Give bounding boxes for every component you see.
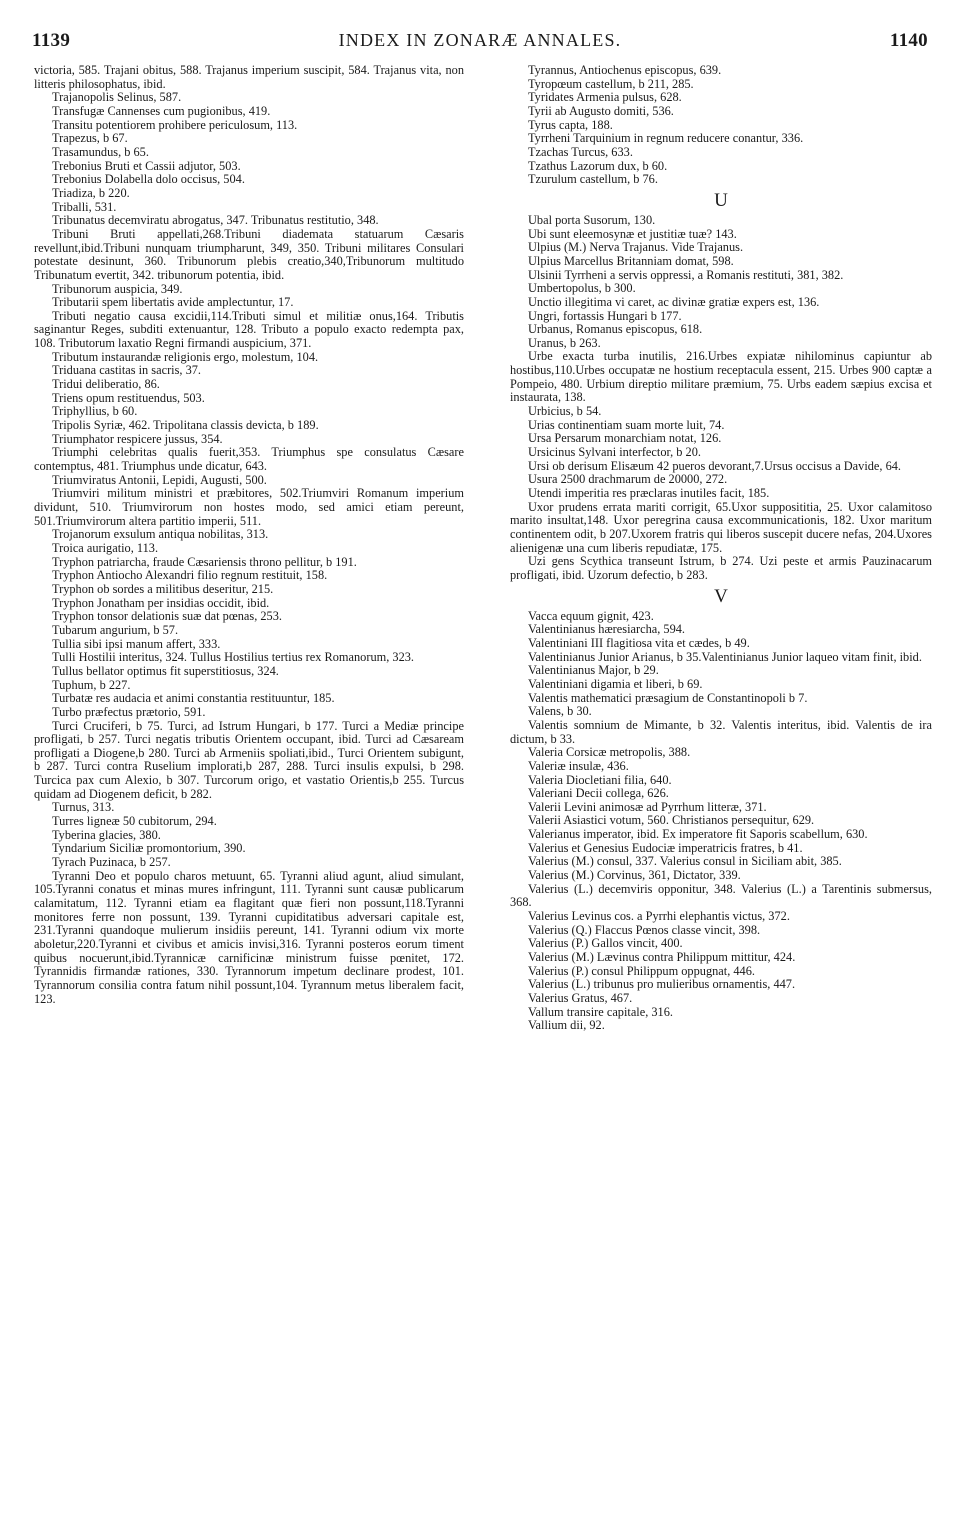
index-entry: Tyrach Puzinaca, b 257. — [52, 855, 171, 870]
page-number-left: 1139 — [32, 30, 71, 51]
index-entry: Valerius Gratus, 467. — [528, 991, 633, 1005]
index-entry: Valerius Levinus cos. a Pyrrhi elephantis victus, 372. — [528, 909, 790, 924]
index-entry: victoria, 585. Trajani obitus, 588. Trajanus imperium suscipit, 584. Trajanus vita, non litteris philosophatus, ibid. — [34, 63, 464, 91]
index-entry: Turnus, 313. — [52, 800, 115, 815]
index-entry: Tuphum, b 227. — [52, 677, 131, 692]
index-entry: Valentinianus hæresiarcha, 594. — [528, 622, 685, 637]
index-entry: Valentiniani III flagitiosa vita et cædes, b 49. — [528, 635, 750, 650]
index-entry: Valentis mathematici præsagium de Constantinopoli b 7. — [528, 690, 808, 705]
index-entry: Tryphon Antiocho Alexandri filio regnum restituit, 158. — [52, 568, 328, 583]
index-entry: Tyranni Deo et populo charos metuunt, 65. Tyranni aliud agunt, aliud simulant, 105.Tyranni conatus et minas mures infringunt, 111. Tyranni sunt causæ publicarum calamitatum, 112. Tyranni etiam ea flagitant quæ fieri non possunt,118.Tyranni monitores ferre non possunt, 139. Tyranni cupiditatibus adversari capitale est, 231.Tyranni quandoque mulierum insidiis pereunt, 141. Tyranni odium vix morte aboletur,220.Tyranni et civibus et amicis invisi,316. Tyranni posteros eorum timent quibus nocuerunt,ibid.Tyrannicæ carnificinæ ministrum fuisse pœnitet, 172. Tyrannidis firmandæ rationes, 330. Tyrannorum impetum declinare prodest, 101. Tyrannorum consilia contra fatum nihil possunt,104. Tyrannum metus liberalem facit, 123. — [34, 868, 464, 1006]
index-entry: Valerius et Genesius Eudociæ imperatricis fratres, b 41. — [528, 840, 803, 855]
index-entry: Ulpius Marcellus Britanniam domat, 598. — [528, 253, 734, 268]
index-entry: Ulsinii Tyrrheni a servis oppressi, a Romanis restituti, 381, 382. — [528, 267, 844, 282]
index-entry: Valentis somnium de Mimante, b 32. Valentis interitus, ibid. Valentis de ira dictum, b 33. — [510, 717, 932, 746]
index-entry: Tyrannus, Antiochenus episcopus, 639. — [528, 63, 722, 77]
index-entry: Tribunatus decemviratu abrogatus, 347. Tribunatus restitutio, 348. — [52, 213, 379, 228]
index-entry: Trasamundus, b 65. — [52, 144, 149, 159]
index-entry: Transitu potentiorem prohibere periculosum, 113. — [52, 117, 298, 132]
index-entry: Trebonius Bruti et Cassii adjutor, 503. — [52, 158, 241, 173]
right-column — [510, 64, 932, 1033]
index-entry: Vacca equum gignit, 423. — [528, 608, 654, 623]
section-letter: V — [714, 585, 728, 607]
index-entry: Ubal porta Susorum, 130. — [528, 212, 656, 227]
index-entry: Triumviri militum ministri et præbitores, 502.Triumviri Romanum imperium dividunt, 510. Triumvirorum non hostes modo, sed amici etiam pereunt, 501.Triumvirorum altera partitio imperii, 511. — [34, 486, 464, 528]
index-entry: Valeria Diocletiani filia, 640. — [528, 772, 672, 787]
index-entry: Triens opum restituendus, 503. — [52, 390, 205, 405]
index-entry: Transfugæ Cannenses cum pugionibus, 419. — [52, 103, 271, 118]
index-entry: Turbatæ res audacia et animi constantia restituuntur, 185. — [52, 691, 335, 706]
index-entry: Ursa Persarum monarchiam notat, 126. — [528, 431, 722, 446]
index-entry: Utendi imperitia res præclaras inutiles facit, 185. — [528, 486, 770, 501]
index-entry: Tzathus Lazorum dux, b 60. — [528, 158, 668, 173]
index-entry: Vallium dii, 92. — [528, 1018, 605, 1033]
index-entry: Unctio illegitima vi caret, ac divinæ gratiæ expers est, 136. — [528, 294, 820, 309]
index-entry: Urbanus, Romanus episcopus, 618. — [528, 322, 703, 337]
index-entry: Uranus, b 263. — [528, 335, 601, 350]
index-entry: Valerii Asiastici votum, 560. Christianos persequitur, 629. — [528, 813, 815, 828]
index-entry: Valerius (M.) Lævinus contra Philippum mittitur, 424. — [528, 950, 796, 965]
index-entry: Urbe exacta turba inutilis, 216.Urbes expiatæ nihilominus capiuntur ab hostibus,110.Urbes occupatæ ne hostium receptacula essent, 215. Urbes 900 captæ a Pompeio, 480. Urbium direptio militare præmium, 75. Urbs eadem sæpius excisa et instaurata, 138. — [510, 349, 932, 405]
index-entry: Tridui deliberatio, 86. — [52, 377, 160, 392]
index-entry: Tribuni Bruti appellati,268.Tribuni diademata statuarum Cæsaris revellunt,ibid.Tribuni nunquam triumpharunt, 349, 350. Tribuni militares Consulari potestate desinunt, 360. Tribunorum plebis creatio,340,Tribunorum multitudo Tribunatum evertit, 342. tribunorum potentia, ibid. — [34, 226, 464, 282]
index-entry: Tripolis Syriæ, 462. Tripolitana classis devicta, b 189. — [52, 418, 319, 433]
index-entry: Valerius (P.) consul Philippum oppugnat, 446. — [528, 963, 755, 978]
index-entry: Urbicius, b 54. — [528, 404, 602, 419]
index-entry: Tyrii ab Augusto domiti, 536. — [528, 103, 674, 118]
index-entry: Usura 2500 drachmarum de 20000, 272. — [528, 472, 728, 487]
index-entry: Ursicinus Sylvani interfector, b 20. — [528, 445, 701, 460]
index-entry: Valeriani Decii collega, 626. — [528, 786, 669, 801]
index-entry: Vallum transire capitale, 316. — [528, 1004, 673, 1019]
left-column — [34, 64, 464, 1006]
index-entry: Triumviratus Antonii, Lepidi, Augusti, 500. — [52, 472, 267, 487]
index-entry: Trapezus, b 67. — [52, 131, 128, 146]
index-entry: Triumphi celebritas qualis fuerit,353. Triumphus spe consulatus Cæsare contemptus, 481. Triumphus unde dicatur, 643. — [34, 445, 464, 474]
index-entry: Tryphon Jonatham per insidias occidit, ibid. — [52, 595, 270, 610]
index-entry: Tributarii spem libertatis avide amplectuntur, 17. — [52, 295, 294, 310]
index-entry: Turbo præfectus prætorio, 591. — [52, 704, 206, 719]
index-entry: Tyndarium Siciliæ promontorium, 390. — [52, 841, 246, 856]
index-entry: Valerius (M.) Corvinus, 361, Dictator, 339. — [528, 868, 741, 883]
index-entry: Tullus bellator optimus fit superstitiosus, 324. — [52, 663, 279, 678]
index-entry: Tubarum angurium, b 57. — [52, 622, 179, 637]
index-entry: Ulpius (M.) Nerva Trajanus. Vide Trajanus. — [528, 240, 744, 255]
index-entry: Tyropœum castellum, b 211, 285. — [528, 76, 694, 91]
index-entry: Uzi gens Scythica transeunt Istrum, b 274. Uzi peste et armis Pauzinacarum profligati, ibid. Uzorum defectio, b 283. — [510, 554, 932, 582]
index-entry: Tulli Hostilii interitus, 324. Tullus Hostilius tertius rex Romanorum, 323. — [52, 650, 415, 665]
index-entry: Tyberina glacies, 380. — [52, 827, 161, 842]
index-entry: Trajanopolis Selinus, 587. — [52, 90, 182, 105]
index-entry: Valentinianus Junior Arianus, b 35.Valentinianus Junior laqueo vitam finit, ibid. — [528, 649, 922, 664]
index-entry: Valerius (P.) Gallos vincit, 400. — [528, 936, 683, 951]
index-entry: Tyridates Armenia pulsus, 628. — [528, 90, 682, 105]
index-entry: Turres ligneæ 50 cubitorum, 294. — [52, 814, 217, 829]
index-entry: Valerius (Q.) Flaccus Pœnos classe vincit, 398. — [528, 922, 761, 937]
index-entry: Ubi sunt eleemosynæ et justitiæ tuæ? 143. — [528, 226, 737, 241]
index-entry: Tullia sibi ipsi manum affert, 333. — [52, 636, 221, 651]
index-entry: Tributi negatio causa excidii,114.Tributi simul et militiæ onus,164. Tributis saginantur Reges, subditi extenuantur, 128. Tributo a populo exacto redempta pax, 108. Tributorum laxatio Regni firmandi auspicium, 371. — [34, 308, 464, 351]
index-entry: Turci Cruciferi, b 75. Turci, ad Istrum Hungari, b 177. Turci a Mediæ principe profligati, b 257. Turci negatis tributis Orientem occupant, ibid. Turci ad Cæsaream profligati a Diogene,b 280. Turci ab Armeniis spoliati,ibid., Turci Orientem subigunt, b 287. Turci contra Ruselium implorati,b 287, 288. Turci insulis expulsi, b 298. Turcica pax cum Alexio, b 307. Turcorum origo, et vastatio Orientis,b 255. Turcus quidam ad Diogenem deficit, b 282. — [34, 718, 464, 801]
index-entry: Valeriæ insulæ, 436. — [528, 758, 629, 773]
index-entry: Uxor prudens errata mariti corrigit, 65.Uxor supposititia, 25. Uxor calamitoso marito insultat,148. Uxor peregrina causa excommunicationis, 182. Uxor maritum continentem odit, b 207.Uxorem fratris qui liberos suscepit ducere nefas, 204.Uxores alienigenæ una cum liberis repudiatæ, 175. — [510, 499, 932, 555]
index-entry: Tryphon ob sordes a militibus deseritur, 215. — [52, 581, 274, 596]
index-entry: Triphyllius, b 60. — [52, 404, 138, 419]
index-entry: Tyrrheni Tarquinium in regnum reducere conantur, 336. — [528, 131, 804, 146]
index-entry: Triballi, 531. — [52, 199, 117, 214]
index-entry: Valerii Levini animosæ ad Pyrrhum litteræ, 371. — [528, 799, 767, 814]
index-entry: Urias continentiam suam morte luit, 74. — [528, 417, 725, 432]
index-entry: Tryphon tonsor delationis suæ dat pœnas, 253. — [52, 609, 282, 624]
index-entry: Tryphon patriarcha, fraude Cæsariensis throno pellitur, b 191. — [52, 554, 357, 569]
index-entry: Tzachas Turcus, 633. — [528, 144, 633, 159]
index-entry: Valeria Corsicæ metropolis, 388. — [528, 745, 691, 760]
index-entry: Trojanorum exsulum antiqua nobilitas, 313. — [52, 527, 269, 542]
index-entry: Valentiniani digamia et liberi, b 69. — [528, 676, 703, 691]
index-entry: Tyrus capta, 188. — [528, 117, 613, 132]
index-entry: Triumphator respicere jussus, 354. — [52, 431, 223, 446]
index-entry: Ungri, fortassis Hungari b 177. — [528, 308, 682, 323]
page-header — [32, 30, 928, 56]
section-letter: U — [714, 189, 728, 211]
index-entry: Valerianus imperator, ibid. Ex imperatore fit Saporis scabellum, 630. — [528, 827, 868, 842]
page-number-right: 1140 — [889, 30, 928, 51]
index-entry: Valerius (M.) consul, 337. Valerius consul in Siciliam abit, 385. — [528, 854, 842, 869]
index-entry: Umbertopolus, b 300. — [528, 281, 636, 296]
index-entry: Valerius (L.) decemviris opponitur, 348. Valerius (L.) a Tarentinis submersus, 368. — [510, 881, 932, 910]
index-entry: Ursi ob derisum Elisæum 42 pueros devorant,7.Ursus occisus a Davide, 64. — [528, 458, 902, 473]
index-entry: Tribunorum auspicia, 349. — [52, 281, 183, 296]
index-entry: Valerius (L.) tribunus pro mulieribus ornamentis, 447. — [528, 977, 796, 992]
index-entry: Trebonius Dolabella dolo occisus, 504. — [52, 172, 245, 187]
index-entry: Valentinianus Major, b 29. — [528, 663, 659, 678]
index-entry: Tributum instaurandæ religionis ergo, molestum, 104. — [52, 349, 319, 364]
page-title: INDEX IN ZONARÆ ANNALES. — [338, 30, 622, 50]
index-entry: Triadiza, b 220. — [52, 185, 130, 200]
index-entry: Valens, b 30. — [528, 704, 592, 719]
index-entry: Troica aurigatio, 113. — [52, 540, 159, 555]
index-entry: Tzurulum castellum, b 76. — [528, 172, 658, 187]
index-entry: Triduana castitas in sacris, 37. — [52, 363, 202, 378]
